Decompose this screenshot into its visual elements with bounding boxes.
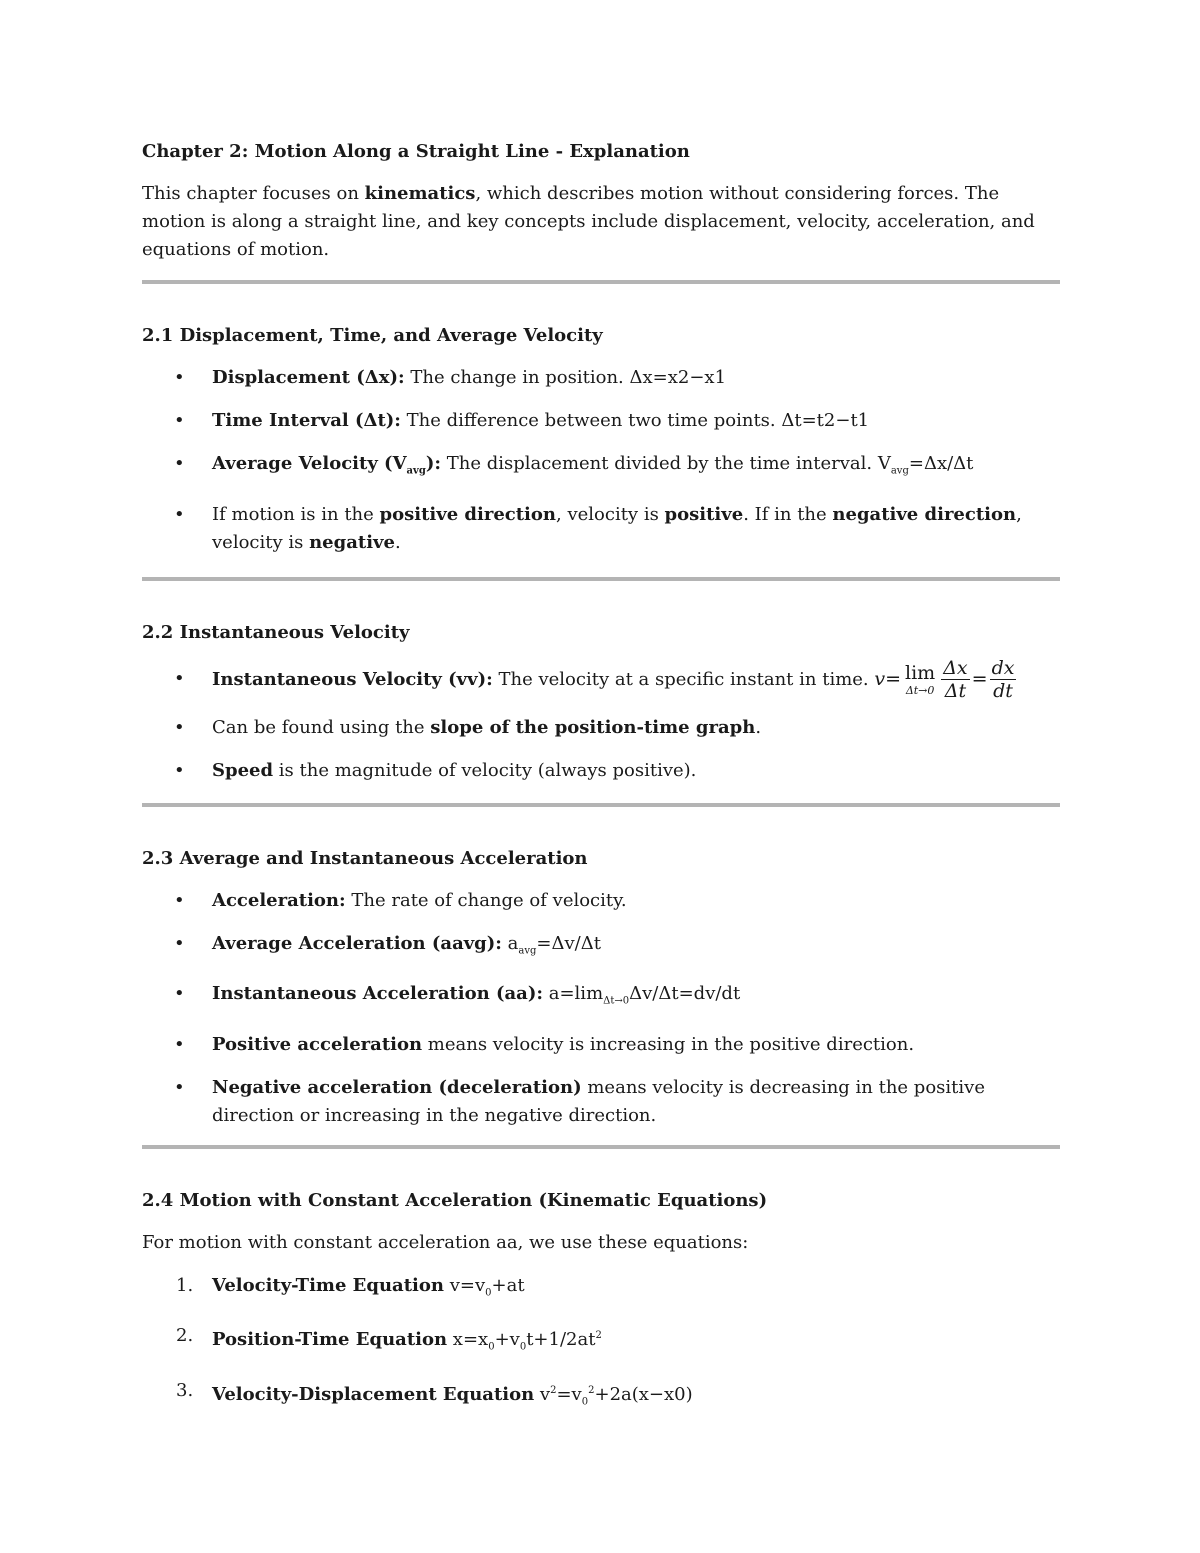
list-item: • Negative acceleration (deceleration) means velocity is decreasing in the positive direction or increasing in the negative direction. <box>142 1074 1060 1130</box>
list-item: 1. Velocity-Time Equation $v=v_0+at$ <box>176 1274 525 1299</box>
section-heading-2-4: 2.4 Motion with Constant Acceleration (Kinematic Equations) <box>142 1189 768 1211</box>
section-heading-2-3: 2.3 Average and Instantaneous Acceleration <box>142 847 588 869</box>
list-item: • Acceleration: The rate of change of velocity. <box>142 887 1060 915</box>
section-2-4-intro: For motion with constant acceleration aa, we use these equations: <box>142 1231 749 1253</box>
section-2-2-list <box>142 651 1060 785</box>
intro-paragraph <box>142 180 1060 264</box>
instantaneous-velocity-equation: v= lim Δt→0 $\frac{\Delta x}{\Delta t}$ = $\frac{dx}{dt}$ <box>874 657 1015 703</box>
list-item: • Displacement (Δx): The change in position. Δx=x2−x1 <box>142 364 1060 392</box>
list-item: • Speed is the magnitude of velocity (always positive). <box>142 757 1060 785</box>
document-page <box>142 138 1060 1432</box>
section-heading-2-2: 2.2 Instantaneous Velocity <box>142 621 410 643</box>
list-item: • Instantaneous Velocity (vv): The velocity at a specific instant in time. v= lim Δt→0 $\frac{\Delta x}{\Delta t}$ = $\frac{dx}{dt}$ <box>142 651 1060 708</box>
intro-bold-term: kinematics <box>364 183 476 204</box>
list-item: • Average Acceleration (aavg): $a_{avg}=\Delta v/\Delta t$ <box>142 930 1060 966</box>
intro-text: This chapter focuses on <box>142 183 365 204</box>
list-item: 3. Velocity-Displacement Equation $v^2=v_0^2+2a(x-x0)$ <box>176 1379 693 1408</box>
intro-text-rest: , which describes motion without considering forces. The motion is along a straight line, and key concepts include displacement, velocity, acceleration, and equations of motion. <box>142 183 1035 260</box>
list-item: • Positive acceleration means velocity is increasing in the positive direction. <box>142 1031 1060 1059</box>
list-item: • Can be found using the slope of the position-time graph. <box>142 714 1060 742</box>
list-item: • Instantaneous Acceleration (aa): $a=\lim_{\Delta t\to 0}\Delta v/\Delta t=dv/dt$ <box>142 980 1060 1016</box>
section-2-3-list <box>142 887 1060 1130</box>
kinematic-equations-list <box>142 1272 1060 1417</box>
section-divider <box>142 803 1060 807</box>
document-title: Chapter 2: Motion Along a Straight Line - Explanation <box>142 141 690 162</box>
list-item: • Time Interval (Δt): The difference between two time points. Δt=t2−t1 <box>142 407 1060 435</box>
list-item: • Average Velocity $(V_{avg})$: The displacement divided by the time interval. $V_{avg}=\Delta x/\Delta t$ <box>142 450 1060 486</box>
section-divider <box>142 577 1060 581</box>
section-divider <box>142 1145 1060 1149</box>
list-item: 2. Position-Time Equation $x=x_0+v_0t+1/2at^2$ <box>176 1325 602 1353</box>
list-item: • If motion is in the positive direction, velocity is positive. If in the negative direction, velocity is negative. <box>142 501 1060 557</box>
section-heading-2-1: 2.1 Displacement, Time, and Average Velocity <box>142 325 603 346</box>
section-divider <box>142 280 1060 284</box>
section-2-1-list <box>142 364 1060 557</box>
